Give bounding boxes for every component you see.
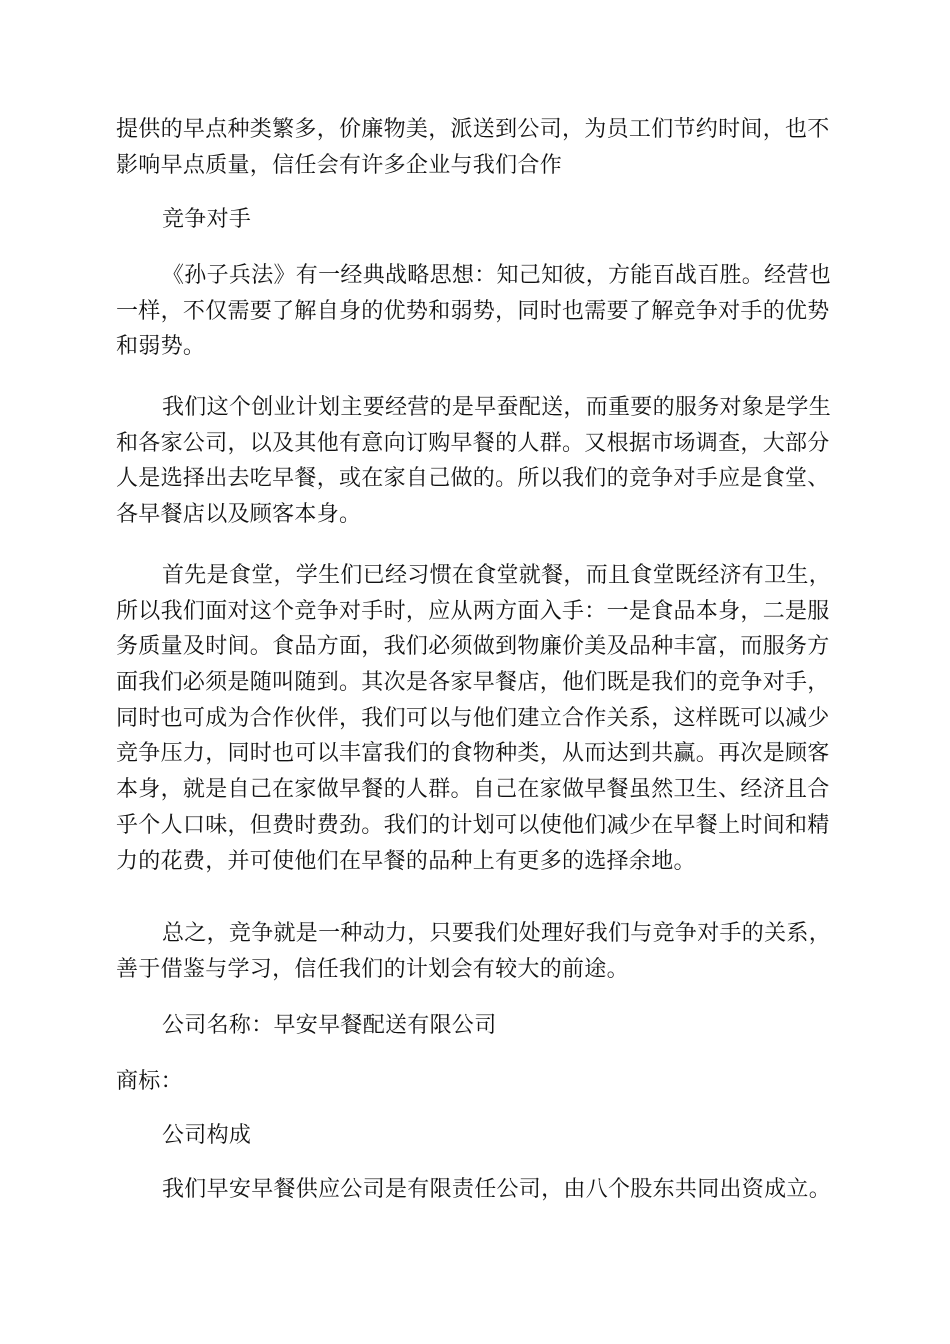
company-name (116, 1008, 836, 1044)
text-line: 和弱势。 (116, 334, 206, 360)
paragraph-summary (116, 916, 836, 987)
section-heading: 竞争对手 (162, 207, 252, 232)
text-line: 《孙子兵法》有一经典战略思想：知己知彼，方能百战百胜。经营也 (162, 263, 832, 288)
paragraph-sunzi (116, 258, 836, 365)
text-line: 各早餐店以及顾客本身。 (116, 502, 362, 528)
text-line: 一样，不仅需要了解自身的优势和弱势，同时也需要了解竞争对手的优势 (116, 298, 830, 324)
text-line: 善于借鉴与学习，信任我们的计划会有较大的前途。 (116, 956, 629, 982)
text-line: 和各家公司，以及其他有意向订购早餐的人群。又根据市场调查，大部分 (116, 430, 830, 456)
paragraph-structure (116, 1172, 836, 1208)
text-line: 面我们必须是随叫随到。其次是各家早餐店，他们既是我们的竞争对手， (116, 670, 830, 696)
text-line: 商标： (116, 1069, 183, 1094)
trademark (116, 1064, 836, 1100)
paragraph-canteen (116, 558, 836, 879)
text-line: 所以我们面对这个竞争对手时，应从两方面入手：一是食品本身，二是服 (116, 598, 830, 624)
text-line: 我们这个创业计划主要经营的是早蚕配送，而重要的服务对象是学生 (162, 395, 832, 420)
text-line: 力的花费，并可使他们在早餐的品种上有更多的选择余地。 (116, 848, 696, 874)
heading-competitors (116, 202, 836, 238)
text-line: 人是选择出去吃早餐，或在家自己做的。所以我们的竞争对手应是食堂、 (116, 466, 830, 492)
heading-structure (116, 1118, 836, 1154)
text-line: 本身，就是自己在家做早餐的人群。自己在家做早餐虽然卫生、经济且合 (116, 777, 830, 803)
text-line: 同时也可成为合作伙伴，我们可以与他们建立合作关系，这样既可以减少 (116, 705, 830, 731)
section-heading: 公司构成 (162, 1123, 252, 1148)
text-line: 公司名称：早安早餐配送有限公司 (162, 1013, 497, 1038)
text-line: 竞争压力，同时也可以丰富我们的食物种类，从而达到共赢。再次是顾客 (116, 741, 830, 767)
text-line: 务质量及时间。食品方面，我们必须做到物廉价美及品种丰富，而服务方 (116, 634, 830, 660)
text-line: 我们早安早餐供应公司是有限责任公司，由八个股东共同出资成立。 (162, 1177, 832, 1202)
text-line: 首先是食堂，学生们已经习惯在食堂就餐，而且食堂既经济有卫生， (162, 563, 832, 588)
text-line: 总之，竞争就是一种动力，只要我们处理好我们与竞争对手的关系， (162, 921, 832, 946)
paragraph-intro (116, 112, 836, 183)
text-line: 乎个人口味，但费时费劲。我们的计划可以使他们减少在早餐上时间和精 (116, 812, 830, 838)
text-line: 影响早点质量，信任会有许多企业与我们合作 (116, 152, 563, 178)
paragraph-business (116, 390, 836, 533)
text-line: 提供的早点种类繁多，价廉物美，派送到公司，为员工们节约时间，也不 (116, 117, 830, 142)
